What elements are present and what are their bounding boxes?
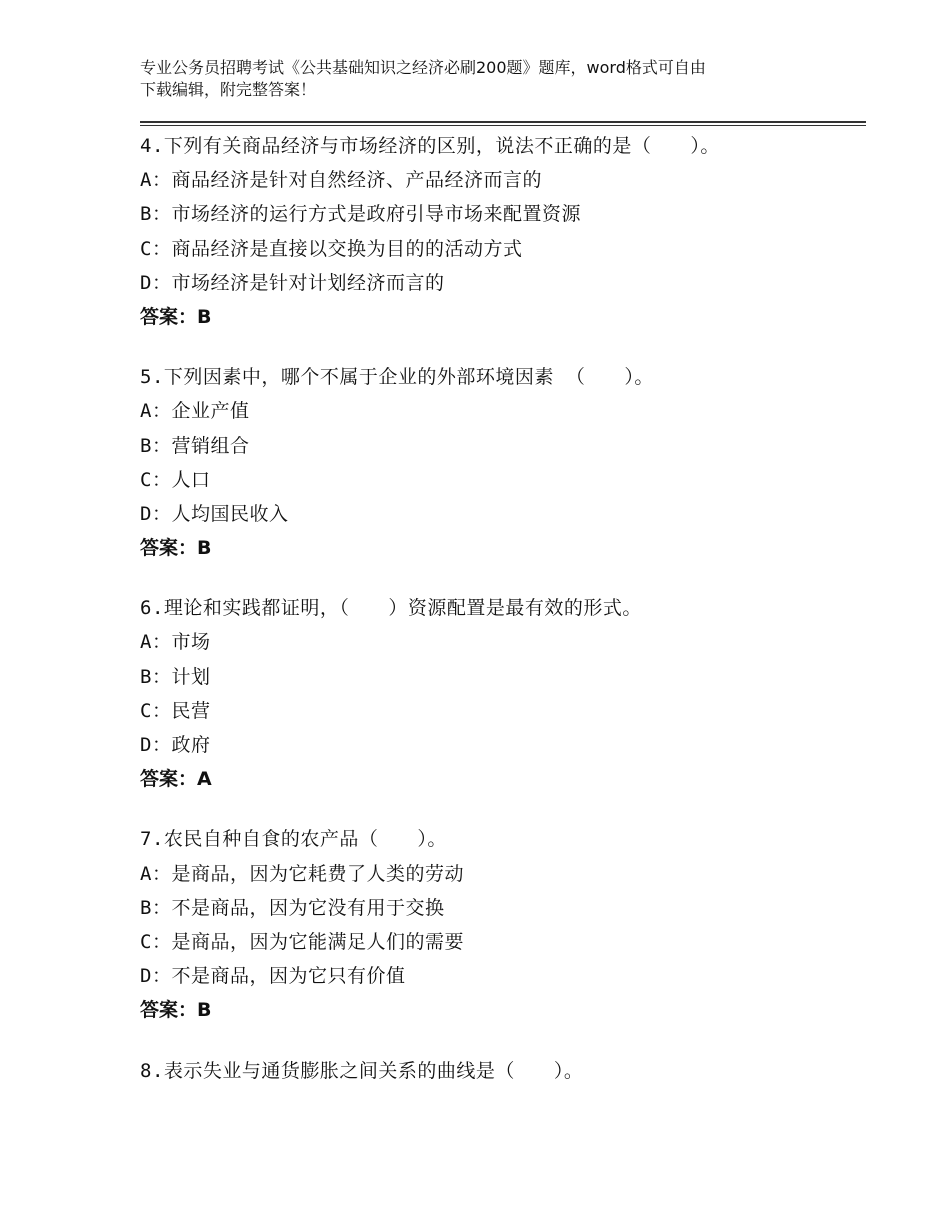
question-5	[140, 360, 866, 565]
header-rule-top	[140, 121, 866, 123]
answer-label: 答案：B	[140, 999, 212, 1022]
option-a: A：企业产值	[140, 400, 250, 423]
option-d: D：不是商品，因为它只有价值	[140, 965, 406, 988]
answer-label: 答案：B	[140, 305, 212, 328]
option-a: A：市场	[140, 631, 211, 654]
header-line-2: 下载编辑，附完整答案！	[140, 80, 317, 99]
question-8	[140, 1054, 866, 1088]
header-line-1: 专业公务员招聘考试《公共基础知识之经济必刷200题》题库，word格式可自由	[140, 58, 706, 77]
option-c: C：是商品，因为它能满足人们的需要	[140, 930, 464, 953]
question-stem: 6.理论和实践都证明，（ ）资源配置是最有效的形式。	[140, 597, 642, 620]
option-b: B：不是商品，因为它没有用于交换	[140, 896, 445, 919]
question-stem: 7.农民自种自食的农产品（ ）。	[140, 828, 447, 851]
option-d: D：政府	[140, 734, 211, 756]
option-d: D：人均国民收入	[140, 502, 289, 525]
option-d: D：市场经济是针对计划经济而言的	[140, 271, 445, 294]
document-header	[140, 57, 820, 101]
question-stem: 4.下列有关商品经济与市场经济的区别，说法不正确的是（ ）。	[140, 135, 720, 157]
question-4	[140, 129, 866, 334]
question-6	[140, 591, 866, 796]
option-a: A：是商品，因为它耗费了人类的劳动	[140, 862, 464, 885]
answer-label: 答案：B	[140, 537, 212, 560]
option-a: A：商品经济是针对自然经济、产品经济而言的	[140, 169, 542, 192]
question-list	[140, 129, 866, 1114]
option-b: B：市场经济的运行方式是政府引导市场来配置资源	[140, 203, 581, 226]
option-b: B：营销组合	[140, 434, 250, 457]
answer-label: 答案：A	[140, 768, 212, 791]
question-7	[140, 822, 866, 1027]
question-stem: 5.下列因素中，哪个不属于企业的外部环境因素 （ ）。	[140, 366, 654, 389]
option-c: C：商品经济是直接以交换为目的的活动方式	[140, 237, 523, 260]
question-stem: 8.表示失业与通货膨胀之间关系的曲线是（ ）。	[140, 1059, 584, 1082]
option-b: B：计划	[140, 665, 211, 688]
header-rule-bottom	[140, 125, 866, 126]
option-c: C：民营	[140, 699, 211, 722]
option-c: C：人口	[140, 468, 211, 491]
